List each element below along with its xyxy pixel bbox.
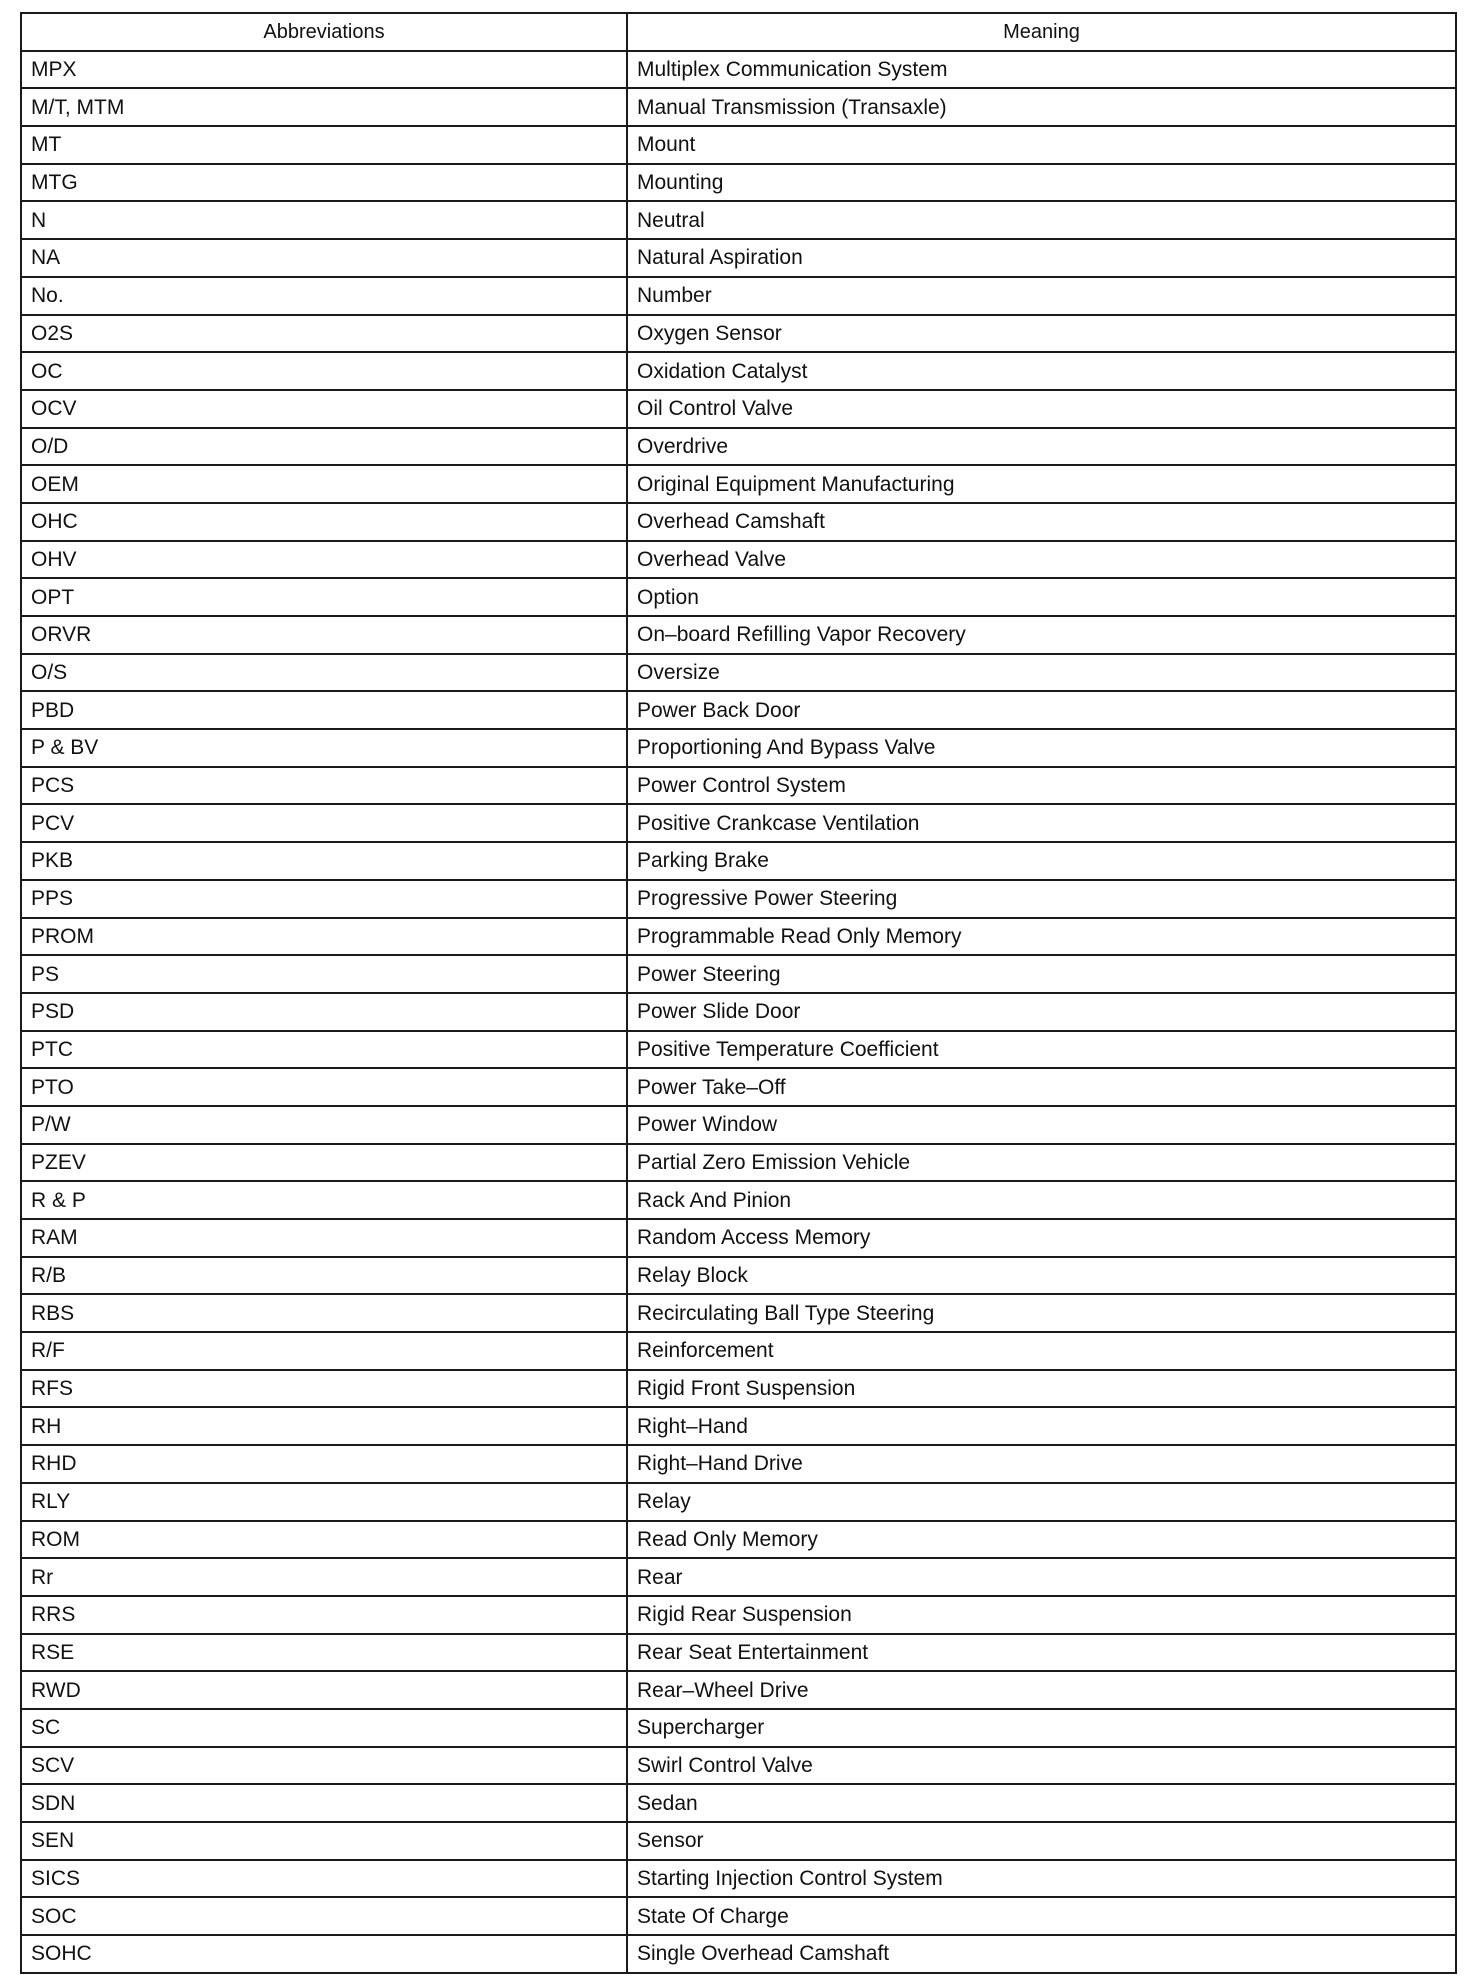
abbreviation-cell: PCS bbox=[21, 767, 627, 805]
meaning-cell: State Of Charge bbox=[627, 1897, 1456, 1935]
table-row bbox=[21, 164, 1456, 202]
abbreviation-cell: No. bbox=[21, 277, 627, 315]
table-row bbox=[21, 465, 1456, 503]
meaning-cell: Right–Hand Drive bbox=[627, 1445, 1456, 1483]
table-row bbox=[21, 1257, 1456, 1295]
abbreviation-cell: PBD bbox=[21, 691, 627, 729]
table-row bbox=[21, 1521, 1456, 1559]
table-row bbox=[21, 1596, 1456, 1634]
table-row bbox=[21, 729, 1456, 767]
table-row bbox=[21, 1634, 1456, 1672]
meaning-cell: On–board Refilling Vapor Recovery bbox=[627, 616, 1456, 654]
meaning-cell: Original Equipment Manufacturing bbox=[627, 465, 1456, 503]
abbreviation-cell: RLY bbox=[21, 1483, 627, 1521]
table-row bbox=[21, 1709, 1456, 1747]
abbreviation-cell: RHD bbox=[21, 1445, 627, 1483]
meaning-cell: Oxidation Catalyst bbox=[627, 352, 1456, 390]
meaning-cell: Relay bbox=[627, 1483, 1456, 1521]
abbreviation-cell: SCV bbox=[21, 1747, 627, 1785]
table-row bbox=[21, 918, 1456, 956]
table-row bbox=[21, 1106, 1456, 1144]
meaning-cell: Positive Temperature Coefficient bbox=[627, 1031, 1456, 1069]
abbreviation-cell: P/W bbox=[21, 1106, 627, 1144]
meaning-cell: Sedan bbox=[627, 1784, 1456, 1822]
abbreviation-cell: OEM bbox=[21, 465, 627, 503]
meaning-cell: Random Access Memory bbox=[627, 1219, 1456, 1257]
meaning-cell: Oversize bbox=[627, 654, 1456, 692]
abbreviation-cell: R/B bbox=[21, 1257, 627, 1295]
table-row bbox=[21, 1822, 1456, 1860]
meaning-cell: Sensor bbox=[627, 1822, 1456, 1860]
meaning-cell: Power Steering bbox=[627, 955, 1456, 993]
abbreviation-cell: PSD bbox=[21, 993, 627, 1031]
meaning-cell: Option bbox=[627, 578, 1456, 616]
abbreviation-cell: PTO bbox=[21, 1068, 627, 1106]
abbreviation-cell: RWD bbox=[21, 1671, 627, 1709]
table-row bbox=[21, 1558, 1456, 1596]
meaning-cell: Overhead Valve bbox=[627, 541, 1456, 579]
meaning-cell: Overhead Camshaft bbox=[627, 503, 1456, 541]
table-row bbox=[21, 1031, 1456, 1069]
meaning-cell: Read Only Memory bbox=[627, 1521, 1456, 1559]
abbreviation-cell: OHV bbox=[21, 541, 627, 579]
table-row bbox=[21, 51, 1456, 89]
abbreviation-cell: RRS bbox=[21, 1596, 627, 1634]
meaning-cell: Supercharger bbox=[627, 1709, 1456, 1747]
table-row bbox=[21, 126, 1456, 164]
abbreviation-cell: PKB bbox=[21, 842, 627, 880]
meaning-cell: Oil Control Valve bbox=[627, 390, 1456, 428]
abbreviation-cell: MPX bbox=[21, 51, 627, 89]
meaning-cell: Proportioning And Bypass Valve bbox=[627, 729, 1456, 767]
meaning-column-header: Meaning bbox=[627, 13, 1456, 51]
abbreviation-cell: MTG bbox=[21, 164, 627, 202]
table-row bbox=[21, 691, 1456, 729]
abbreviation-cell: RSE bbox=[21, 1634, 627, 1672]
meaning-cell: Parking Brake bbox=[627, 842, 1456, 880]
table-row bbox=[21, 201, 1456, 239]
abbreviation-cell: NA bbox=[21, 239, 627, 277]
meaning-cell: Power Back Door bbox=[627, 691, 1456, 729]
abbreviation-cell: O/S bbox=[21, 654, 627, 692]
meaning-cell: Power Control System bbox=[627, 767, 1456, 805]
table-row bbox=[21, 239, 1456, 277]
meaning-cell: Rear bbox=[627, 1558, 1456, 1596]
table-row bbox=[21, 503, 1456, 541]
table-row bbox=[21, 1784, 1456, 1822]
abbreviation-cell: SICS bbox=[21, 1860, 627, 1898]
table-row bbox=[21, 767, 1456, 805]
table-row bbox=[21, 277, 1456, 315]
table-row bbox=[21, 1219, 1456, 1257]
meaning-cell: Power Slide Door bbox=[627, 993, 1456, 1031]
meaning-cell: Rigid Front Suspension bbox=[627, 1370, 1456, 1408]
meaning-cell: Reinforcement bbox=[627, 1332, 1456, 1370]
abbreviation-cell: SOHC bbox=[21, 1935, 627, 1973]
table-row bbox=[21, 616, 1456, 654]
table-row bbox=[21, 315, 1456, 353]
table-row bbox=[21, 88, 1456, 126]
table-row bbox=[21, 1897, 1456, 1935]
abbreviation-cell: M/T, MTM bbox=[21, 88, 627, 126]
table-row bbox=[21, 428, 1456, 466]
abbreviation-cell: OPT bbox=[21, 578, 627, 616]
meaning-cell: Rack And Pinion bbox=[627, 1181, 1456, 1219]
table-row bbox=[21, 1935, 1456, 1973]
abbreviation-cell: OCV bbox=[21, 390, 627, 428]
meaning-cell: Partial Zero Emission Vehicle bbox=[627, 1144, 1456, 1182]
table-row bbox=[21, 1860, 1456, 1898]
table-row bbox=[21, 842, 1456, 880]
meaning-cell: Right–Hand bbox=[627, 1407, 1456, 1445]
meaning-cell: Progressive Power Steering bbox=[627, 880, 1456, 918]
abbreviation-cell: R & P bbox=[21, 1181, 627, 1219]
abbreviation-cell: N bbox=[21, 201, 627, 239]
abbreviation-cell: R/F bbox=[21, 1332, 627, 1370]
abbreviation-cell: PTC bbox=[21, 1031, 627, 1069]
meaning-cell: Starting Injection Control System bbox=[627, 1860, 1456, 1898]
table-row bbox=[21, 955, 1456, 993]
abbreviation-cell: PS bbox=[21, 955, 627, 993]
abbreviation-cell: OHC bbox=[21, 503, 627, 541]
table-row bbox=[21, 804, 1456, 842]
table-row bbox=[21, 352, 1456, 390]
abbreviation-cell: MT bbox=[21, 126, 627, 164]
abbreviation-cell: ORVR bbox=[21, 616, 627, 654]
meaning-cell: Rear–Wheel Drive bbox=[627, 1671, 1456, 1709]
meaning-cell: Power Window bbox=[627, 1106, 1456, 1144]
table-row bbox=[21, 390, 1456, 428]
table-row bbox=[21, 1747, 1456, 1785]
abbreviation-cell: OC bbox=[21, 352, 627, 390]
table-row bbox=[21, 578, 1456, 616]
meaning-cell: Rear Seat Entertainment bbox=[627, 1634, 1456, 1672]
meaning-cell: Positive Crankcase Ventilation bbox=[627, 804, 1456, 842]
table-row bbox=[21, 654, 1456, 692]
abbreviation-cell: SOC bbox=[21, 1897, 627, 1935]
table-row bbox=[21, 1407, 1456, 1445]
meaning-cell: Mounting bbox=[627, 164, 1456, 202]
abbreviation-cell: O/D bbox=[21, 428, 627, 466]
meaning-cell: Number bbox=[627, 277, 1456, 315]
table-body bbox=[21, 51, 1456, 1973]
abbreviation-cell: RBS bbox=[21, 1294, 627, 1332]
abbreviation-cell: PZEV bbox=[21, 1144, 627, 1182]
meaning-cell: Single Overhead Camshaft bbox=[627, 1935, 1456, 1973]
table-row bbox=[21, 1332, 1456, 1370]
table-row bbox=[21, 1144, 1456, 1182]
table-row bbox=[21, 993, 1456, 1031]
abbreviation-cell: SDN bbox=[21, 1784, 627, 1822]
meaning-cell: Power Take–Off bbox=[627, 1068, 1456, 1106]
table-row bbox=[21, 880, 1456, 918]
table-row bbox=[21, 1671, 1456, 1709]
abbreviations-table bbox=[20, 12, 1457, 1974]
abbreviations-column-header: Abbreviations bbox=[21, 13, 627, 51]
abbreviation-cell: PROM bbox=[21, 918, 627, 956]
meaning-cell: Manual Transmission (Transaxle) bbox=[627, 88, 1456, 126]
table-row bbox=[21, 1181, 1456, 1219]
abbreviation-cell: ROM bbox=[21, 1521, 627, 1559]
table-row bbox=[21, 1068, 1456, 1106]
table-header-row bbox=[21, 13, 1456, 51]
abbreviation-cell: RFS bbox=[21, 1370, 627, 1408]
abbreviation-cell: PCV bbox=[21, 804, 627, 842]
meaning-cell: Swirl Control Valve bbox=[627, 1747, 1456, 1785]
meaning-cell: Rigid Rear Suspension bbox=[627, 1596, 1456, 1634]
abbreviation-cell: SC bbox=[21, 1709, 627, 1747]
abbreviation-cell: RH bbox=[21, 1407, 627, 1445]
table-row bbox=[21, 1445, 1456, 1483]
table-row bbox=[21, 541, 1456, 579]
meaning-cell: Multiplex Communication System bbox=[627, 51, 1456, 89]
meaning-cell: Mount bbox=[627, 126, 1456, 164]
abbreviation-cell: PPS bbox=[21, 880, 627, 918]
table-row bbox=[21, 1294, 1456, 1332]
meaning-cell: Natural Aspiration bbox=[627, 239, 1456, 277]
abbreviation-cell: SEN bbox=[21, 1822, 627, 1860]
abbreviation-cell: Rr bbox=[21, 1558, 627, 1596]
table-row bbox=[21, 1483, 1456, 1521]
table-row bbox=[21, 1370, 1456, 1408]
abbreviation-cell: O2S bbox=[21, 315, 627, 353]
abbreviation-cell: P & BV bbox=[21, 729, 627, 767]
meaning-cell: Overdrive bbox=[627, 428, 1456, 466]
meaning-cell: Oxygen Sensor bbox=[627, 315, 1456, 353]
meaning-cell: Neutral bbox=[627, 201, 1456, 239]
meaning-cell: Relay Block bbox=[627, 1257, 1456, 1295]
meaning-cell: Recirculating Ball Type Steering bbox=[627, 1294, 1456, 1332]
meaning-cell: Programmable Read Only Memory bbox=[627, 918, 1456, 956]
abbreviation-cell: RAM bbox=[21, 1219, 627, 1257]
